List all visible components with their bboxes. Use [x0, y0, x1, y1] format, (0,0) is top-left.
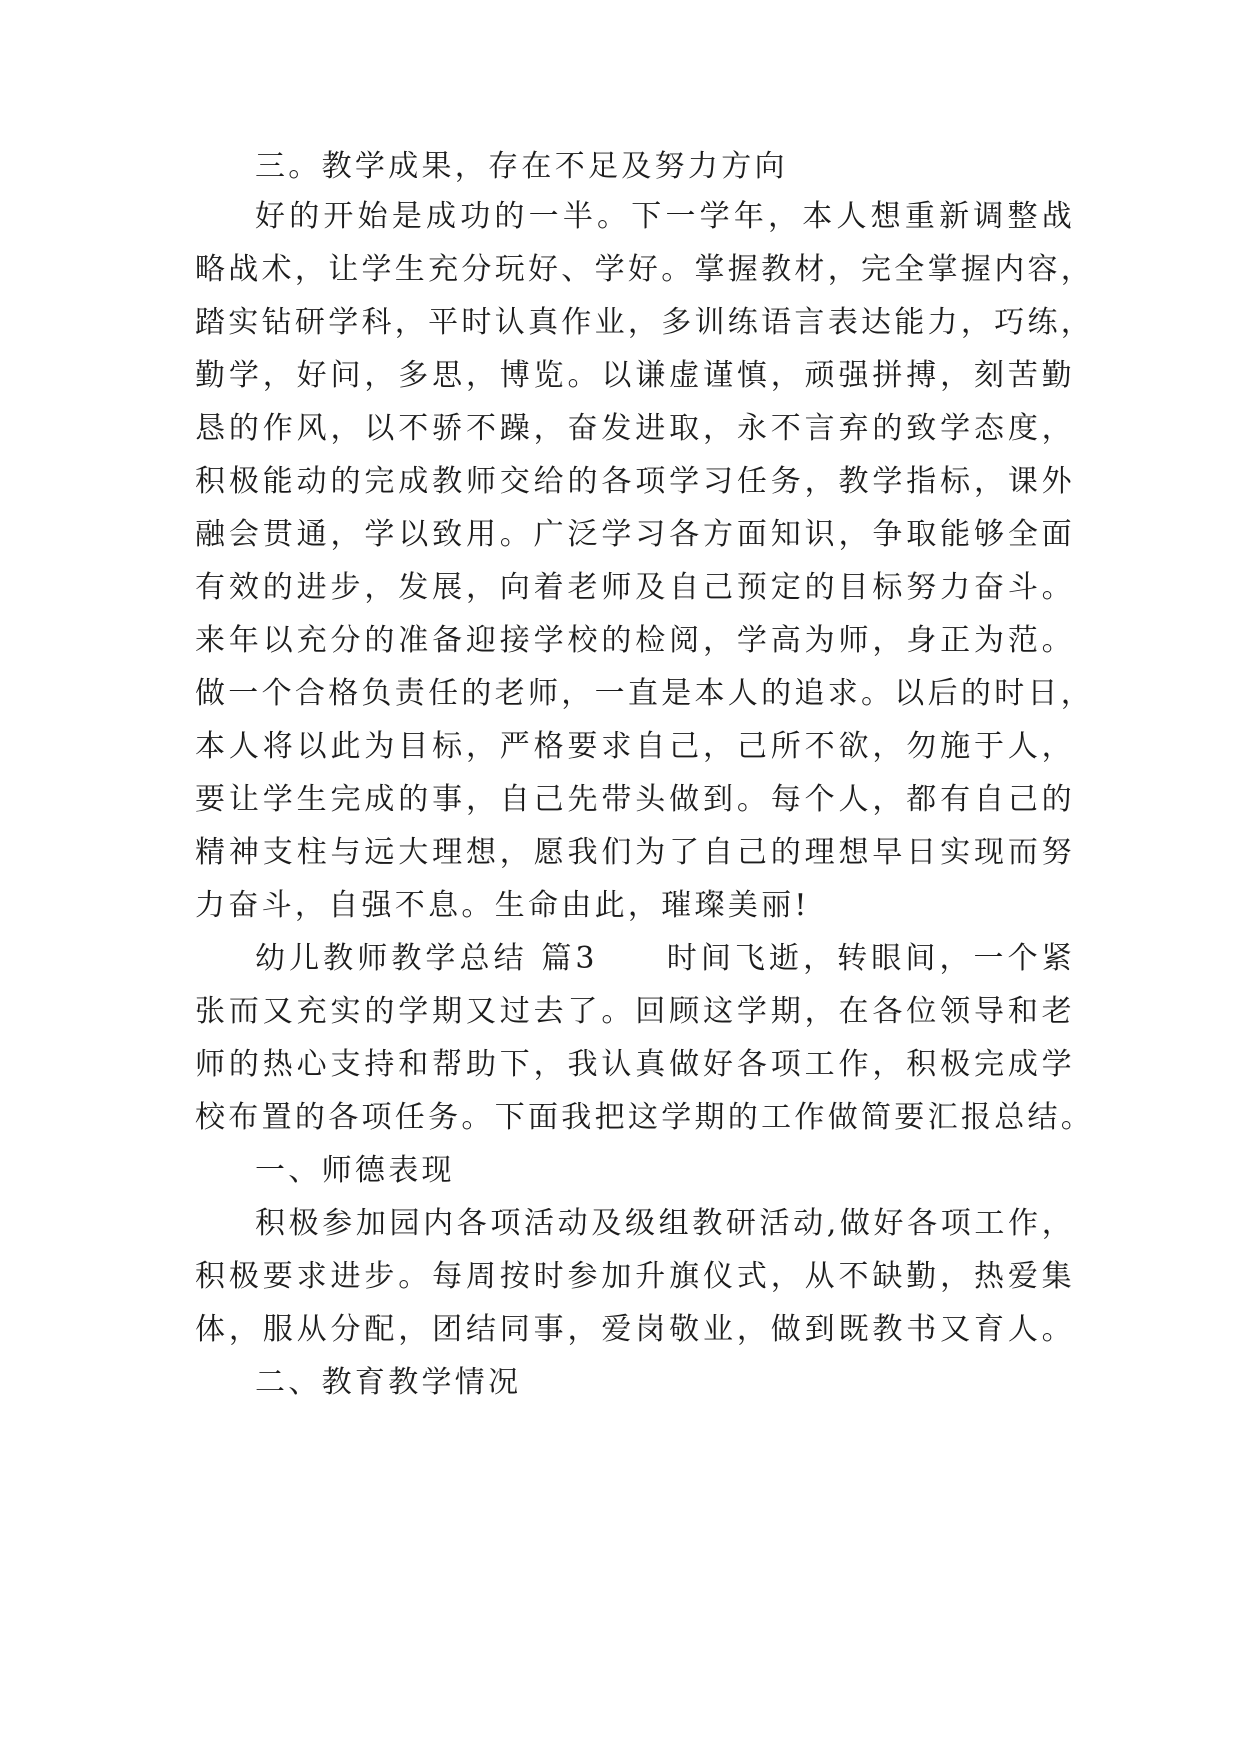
paragraph-line-last: 力奋斗，自强不息。生命由此，璀璨美丽!	[195, 888, 810, 923]
paragraph-line: 来年以充分的准备迎接学校的检阅，学高为师，身正为范。	[195, 623, 1075, 658]
paragraph-line: 积极要求进步。每周按时参加升旗仪式，从不缺勤，热爱集	[195, 1259, 1075, 1294]
paragraph-line: 踏实钻研学科，平时认真作业，多训练语言表达能力，巧练，	[195, 305, 1095, 340]
paragraph-line: 融会贯通，学以致用。广泛学习各方面知识，争取能够全面	[195, 517, 1075, 552]
paragraph-line: 精神支柱与远大理想，愿我们为了自己的理想早日实现而努	[195, 835, 1075, 870]
article-title-line: 幼儿教师教学总结 篇3 时间飞逝，转眼间，一个紧	[255, 941, 1075, 976]
paragraph-line: 师的热心支持和帮助下，我认真做好各项工作，积极完成学	[195, 1047, 1075, 1082]
paragraph-line: 勤学，好问，多思，博览。以谦虚谨慎，顽强拼搏，刻苦勤	[195, 358, 1075, 393]
paragraph-line: 好的开始是成功的一半。下一学年，本人想重新调整战	[255, 199, 1075, 234]
paragraph-line: 做一个合格负责任的老师，一直是本人的追求。以后的时日，	[195, 676, 1095, 711]
paragraph-line: 要让学生完成的事，自己先带头做到。每个人，都有自己的	[195, 782, 1075, 817]
paragraph-line: 积极参加园内各项活动及级组教研活动,做好各项工作，	[255, 1206, 1075, 1241]
paragraph-line: 恳的作风，以不骄不躁，奋发进取，永不言弃的致学态度，	[195, 411, 1075, 446]
paragraph-line: 本人将以此为目标，严格要求自己，己所不欲，勿施于人，	[195, 729, 1075, 764]
paragraph-line: 张而又充实的学期又过去了。回顾这学期，在各位领导和老	[195, 994, 1075, 1029]
section-heading-teacher-ethics: 一、师德表现	[255, 1153, 455, 1188]
paragraph-line: 有效的进步，发展，向着老师及自己预定的目标努力奋斗。	[195, 570, 1075, 605]
section-heading-teaching-results: 三。教学成果，存在不足及努力方向	[255, 149, 788, 184]
paragraph-line: 体，服从分配，团结同事，爱岗敬业，做到既教书又育人。	[195, 1312, 1075, 1347]
paragraph-line: 积极能动的完成教师交给的各项学习任务，教学指标，课外	[195, 464, 1075, 499]
paragraph-line: 校布置的各项任务。下面我把这学期的工作做简要汇报总结。	[195, 1100, 1095, 1135]
section-heading-teaching-situation: 二、教育教学情况	[255, 1365, 522, 1400]
paragraph-line: 略战术，让学生充分玩好、学好。掌握教材，完全掌握内容，	[195, 252, 1095, 287]
